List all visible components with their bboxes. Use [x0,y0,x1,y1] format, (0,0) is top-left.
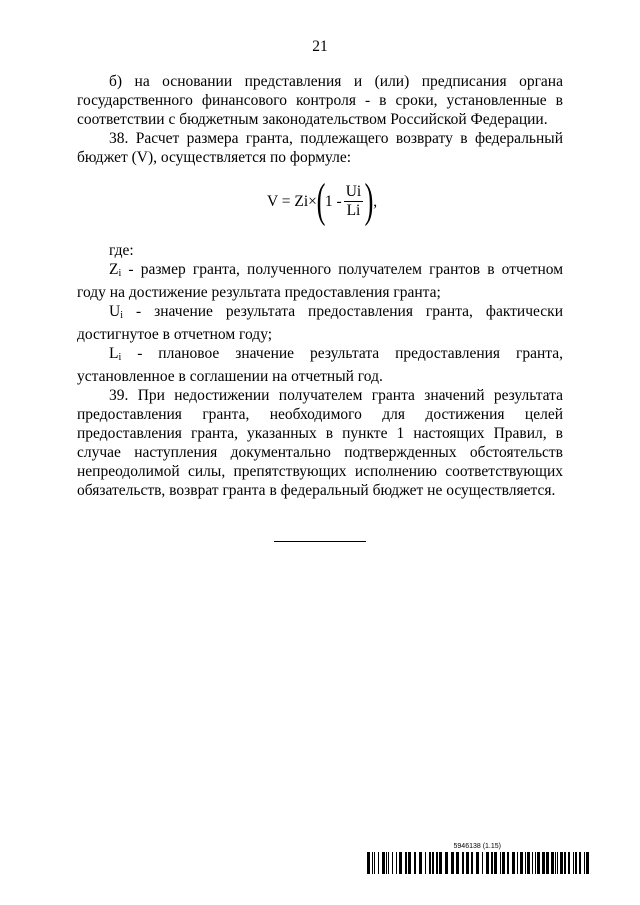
var-subscript: i [118,352,122,363]
formula-trailing: , [373,192,378,210]
paragraph-b: б) на основании представления и (или) предписания органа государственного финансового контроля - в сроки, установленные в соответствии с бюджетным законодательством Российской Федерации. [77,73,563,128]
definition-z [77,260,563,302]
end-divider [274,541,366,542]
open-paren-icon: ( [316,174,326,227]
page-number: 21 [312,38,328,55]
var-symbol: U [109,303,121,320]
document-body [77,72,563,500]
definition-l [77,344,563,386]
barcode-icon [367,852,593,874]
formula-one-minus: 1 - [324,192,342,210]
var-subscript: i [120,310,123,321]
definition-text: - значение результата предоставления гранта, фактически достигнутое в отчетном году; [77,303,563,343]
definition-u [77,302,563,344]
formula-fraction [344,183,364,220]
definition-text: - размер гранта, полученного получателем грантов в отчетном году на достижение результата предоставления гранта; [77,261,563,301]
formula-numerator: Ui [345,182,362,200]
formula [77,173,563,231]
formula-lhs: V = Zi× [267,192,317,210]
paragraph-39: 39. При недостижении получателем гранта значений результата предоставления гранта, необходимого для достижения целей предоставления гранта, указанных в пункте 1 настоящих Правил, в случае наступления документально подтвержденных обстоятельств непреодолимой силы, препятствующих исполнению соответствующих обязательств, возврат гранта в федеральный бюджет не осуществляется. [77,387,563,499]
formula-denominator: Li [346,201,361,219]
var-subscript: i [118,268,122,279]
where-label: где: [109,242,134,259]
close-paren-icon: ) [364,174,374,227]
barcode-label: 5946138 (1.15) [453,843,501,850]
definition-text: - плановое значение результата предоставления гранта, установленное в соглашении на отчетный год. [77,345,563,385]
var-symbol: L [109,345,119,362]
var-symbol: Z [109,261,119,278]
paragraph-38: 38. Расчет размера гранта, подлежащего возврату в федеральный бюджет (V), осуществляется по формуле: [77,130,563,166]
barcode-block [367,843,593,877]
